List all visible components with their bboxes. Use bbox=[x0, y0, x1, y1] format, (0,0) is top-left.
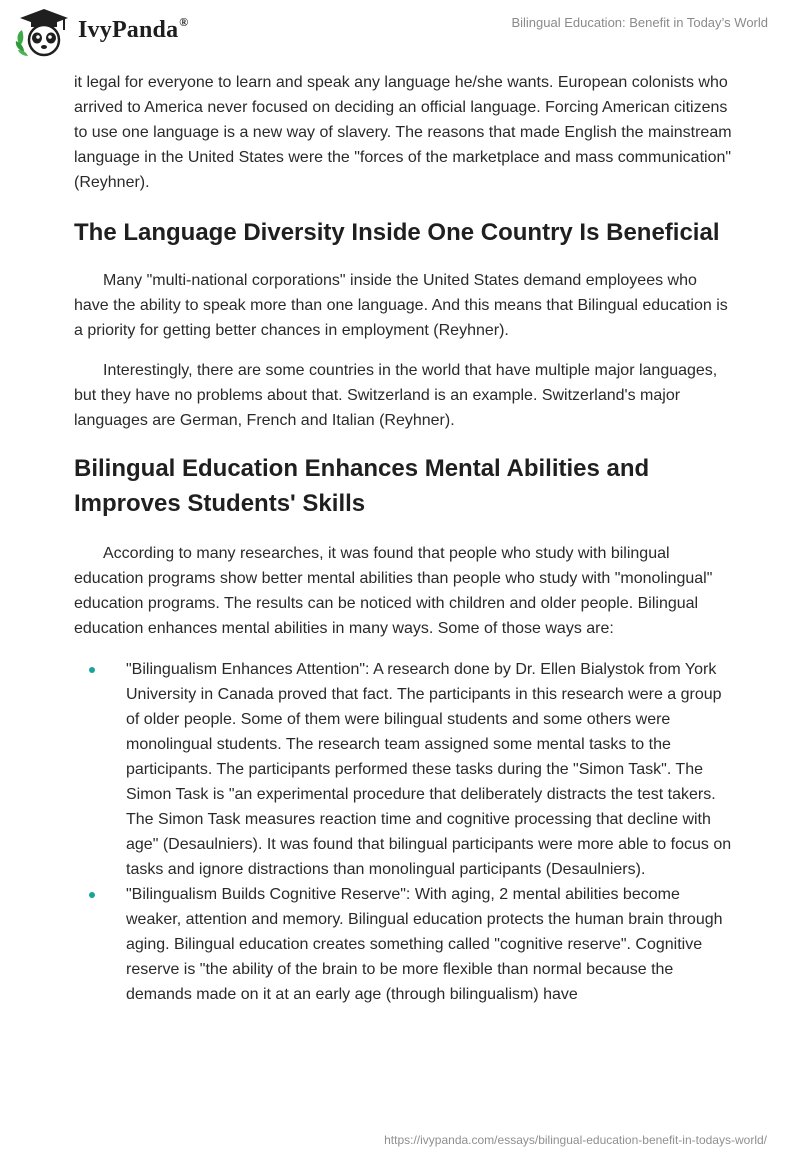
list-item bbox=[74, 882, 734, 1007]
brand-text: IvyPanda bbox=[78, 17, 179, 43]
list-item bbox=[74, 657, 734, 882]
brand-name[interactable] bbox=[78, 17, 188, 44]
registered-mark: ® bbox=[179, 15, 189, 29]
bullet-dot-icon bbox=[89, 892, 95, 898]
paragraph-research: According to many researches, it was found that people who study with bilingual education programs show better mental abilities than people who study with "monolingual" education programs. The results can be noticed with children and older people. Bilingual education enhances mental abilities in many ways. Some of those ways are: bbox=[74, 545, 713, 637]
section-heading-mental-abilities: Bilingual Education Enhances Mental Abilities and Improves Students' Skills bbox=[74, 455, 650, 517]
paragraph-corporations: Many "multi-national corporations" inside the United States demand employees who have the ability to speak more than one language. And this means that Bilingual education is a priority for getting better chances in employment (Reyhner). bbox=[74, 272, 728, 339]
bullet-list bbox=[74, 657, 734, 1007]
section-heading-language-diversity: The Language Diversity Inside One Country Is Beneficial bbox=[74, 219, 720, 246]
paragraph-intro: it legal for everyone to learn and speak any language he/she wants. European colonists who arrived to America never focused on deciding an official language. Forcing American citizens to use one language is a new way of slavery. The reasons that made English the mainstream language in the United States were the "forces of the marketplace and mass communication" (Reyhner). bbox=[74, 74, 732, 191]
essay-content bbox=[74, 70, 734, 1007]
page-header bbox=[0, 0, 800, 70]
source-url-link[interactable]: https://ivypanda.com/essays/bilingual-education-benefit-in-todays-world/ bbox=[384, 1133, 767, 1147]
document-title: Bilingual Education: Benefit in Today’s World bbox=[511, 15, 768, 30]
paragraph-switzerland: Interestingly, there are some countries in the world that have multiple major languages, but they have no problems about that. Switzerland is an example. Switzerland's major languages are German, French and Italian (Reyhner). bbox=[74, 362, 718, 429]
list-item-text: "Bilingualism Builds Cognitive Reserve": With aging, 2 mental abilities become weaker, attention and memory. Bilingual education protects the human brain through aging. Bilingual education creates something called "cognitive reserve". Cognitive reserve is "the ability of the brain to be more flexible than normal because the demands made on it at an early age (through bilingualism) have bbox=[126, 886, 723, 1003]
bullet-dot-icon bbox=[89, 667, 95, 673]
list-item-text: "Bilingualism Enhances Attention": A research done by Dr. Ellen Bialystok from York University in Canada proved that fact. The participants in this research were a group of older people. Some of them were bilingual students and some others were monolingual students. The research team assigned some mental tasks to the participants. The participants performed these tasks during the "Simon Task". The Simon Task is "an experimental procedure that deliberately distracts the test takers. The Simon Task measures reaction time and cognitive processing that decline with age" (Desaulniers). It was found that bilingual participants were more able to focus on tasks and ignore distractions than monolingual participants (Desaulniers). bbox=[126, 661, 732, 878]
ivypanda-logo-icon[interactable] bbox=[14, 6, 74, 60]
